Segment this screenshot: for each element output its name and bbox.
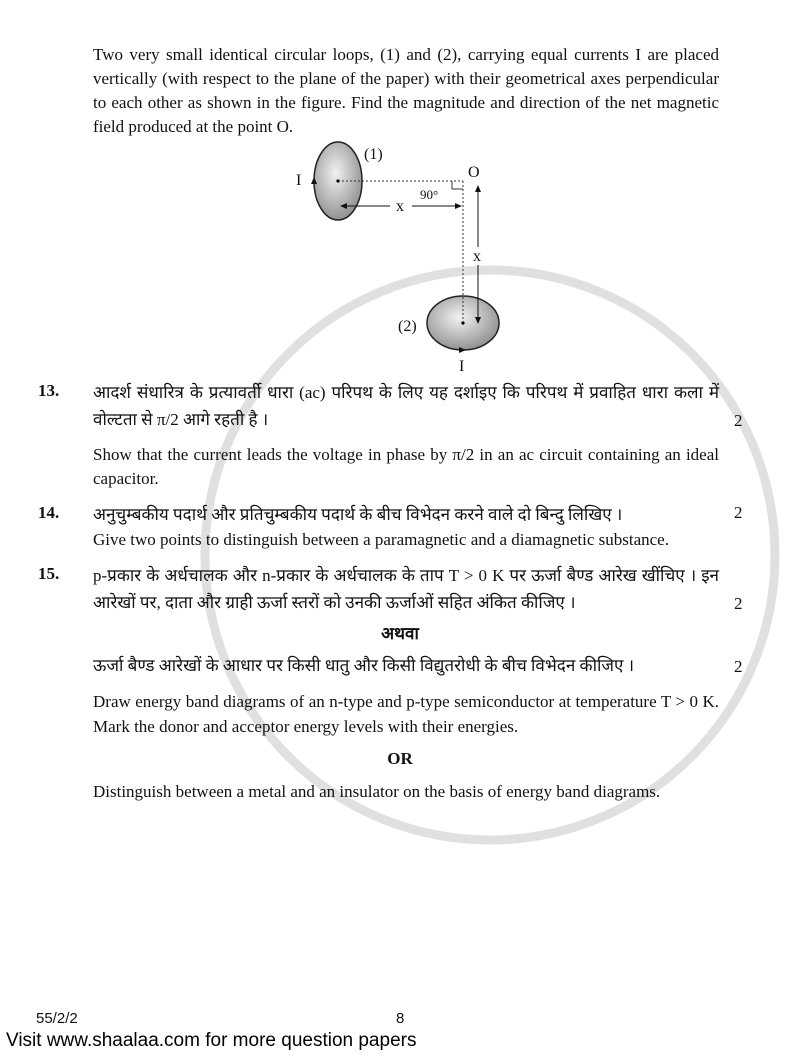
q14-hindi-row [38, 501, 800, 528]
point-o-label: O [468, 164, 480, 181]
page-footer [0, 990, 800, 1060]
loops-figure [290, 139, 520, 379]
q13-number: 13. [38, 381, 60, 400]
question-content [0, 43, 800, 804]
q15-alt-marks: 2 [734, 657, 743, 676]
q15-number: 15. [38, 564, 60, 583]
q15-hindi-row [38, 562, 800, 616]
footer-row [0, 1010, 800, 1028]
paper-code: 55/2/2 [36, 1010, 78, 1027]
q15-alt-english: Distinguish between a metal and an insulator on the basis of energy band diagrams. [93, 782, 661, 801]
distance-label-1: x [396, 198, 404, 215]
current-label-2: I [459, 358, 465, 375]
q15-alt-spacer [38, 652, 93, 679]
distance-label-2: x [473, 248, 481, 265]
q14-number: 14. [38, 503, 60, 522]
or-hindi: अथवा [381, 624, 419, 643]
q14-english: Give two points to distinguish between a paramagnetic and a diamagnetic substance. [93, 530, 669, 549]
q15-english: Draw energy band diagrams of an n-type and p-type semiconductor at temperature T > 0 K. Mark the donor and acceptor energy levels with their energies. [93, 692, 719, 736]
q15-alt-hindi: ऊर्जा बैण्ड आरेखों के आधार पर किसी धातु और किसी विद्युतरोधी के बीच विभेदन कीजिए । [93, 656, 635, 675]
q15-marks: 2 [734, 594, 743, 613]
loop2-label: (2) [398, 318, 417, 335]
q15-hindi: p-प्रकार के अर्धचालक और n-प्रकार के अर्धचालक के ताप T > 0 K पर ऊर्जा बैण्ड आरेख खींचिए । इन आरेखों पर, दाता और ग्राही ऊर्जा स्तरों को उनकी ऊर्जाओं सहित अंकित कीजिए । [93, 566, 719, 612]
visit-link[interactable]: Visit www.shaalaa.com for more question papers [6, 1030, 417, 1051]
q12-text: Two very small identical circular loops, (1) and (2), carrying equal currents I are placed vertically (with respect to the plane of the paper) with their geometrical axes perpendicular to each other as shown in the figure. Find the magnitude and direction of the net magnetic field produced at the point O. [93, 45, 719, 136]
q14-marks: 2 [734, 503, 743, 522]
q13-hindi: आदर्श संधारित्र के प्रत्यावर्ती धारा (ac) परिपथ के लिए यह दर्शाइए कि परिपथ में प्रवाहित धारा कला में वोल्टता से π/2 आगे रहती है । [93, 383, 719, 429]
q15-alt-hindi-row [38, 652, 800, 679]
q13-hindi-row [38, 379, 800, 433]
q13-english: Show that the current leads the voltage in phase by π/2 in an ac circuit containing an ideal capacitor. [93, 445, 719, 488]
page-number: 8 [396, 1010, 405, 1027]
or-english: OR [387, 749, 413, 768]
q14-hindi: अनुचुम्बकीय पदार्थ और प्रतिचुम्बकीय पदार्थ के बीच विभेदन करने वाले दो बिन्दु लिखिए । [93, 505, 623, 524]
angle-label: 90° [420, 187, 439, 202]
loop1-label: (1) [364, 146, 383, 163]
q13-marks: 2 [734, 411, 743, 430]
current-label-1: I [296, 172, 302, 189]
